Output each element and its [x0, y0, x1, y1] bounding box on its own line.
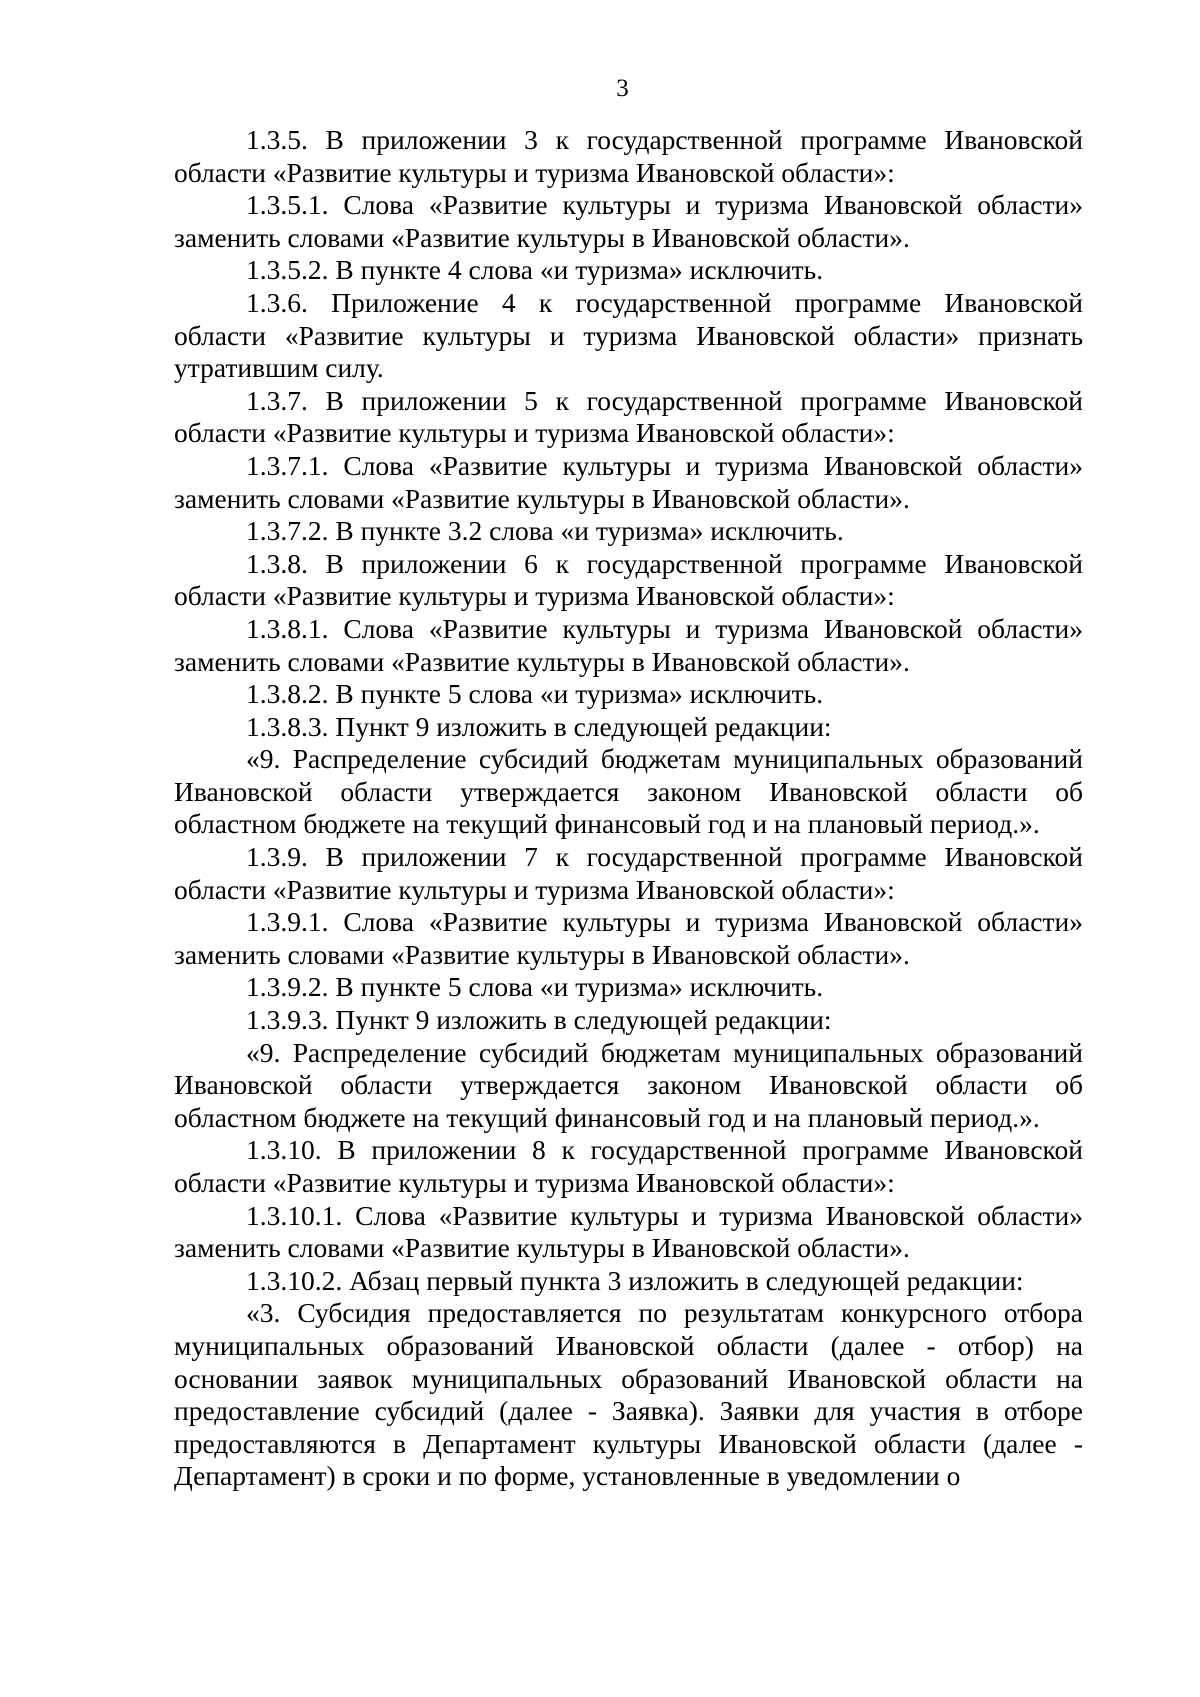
paragraph-1-3-8: 1.3.8. В приложении 6 к государственной программе Ивановской области «Развитие культуры и туризма Ивановской области»:: [174, 547, 1083, 612]
paragraph-1-3-10: 1.3.10. В приложении 8 к государственной программе Ивановской области «Развитие культуры и туризма Ивановской области»:: [174, 1134, 1083, 1198]
quoted-item-9-first: «9. Распределение субсидий бюджетам муниципальных образований Ивановской области утверждается законом Ивановской области об областном бюджете на текущий финансовый год и на плановый период.».: [174, 743, 1083, 840]
paragraph-1-3-9: 1.3.9. В приложении 7 к государственной программе Ивановской области «Развитие культуры и туризма Ивановской области»:: [174, 841, 1083, 905]
paragraph-1-3-5: 1.3.5. В приложении 3 к государственной программе Ивановской области «Развитие культуры и туризма Ивановской области»:: [174, 124, 1083, 188]
paragraph-1-3-7-1: 1.3.7.1. Слова «Развитие культуры и туризма Ивановской области» заменить словами «Развитие культуры в Ивановской области».: [174, 449, 1083, 514]
paragraph-1-3-9-1: 1.3.9.1. Слова «Развитие культуры и туризма Ивановской области» заменить словами «Развитие культуры в Ивановской области».: [174, 906, 1083, 970]
quoted-item-9-second: «9. Распределение субсидий бюджетам муниципальных образований Ивановской области утверждается законом Ивановской области об областном бюджете на текущий финансовый год и на плановый период.».: [174, 1036, 1083, 1133]
document-body: [174, 124, 1083, 1493]
paragraph-1-3-7-2: 1.3.7.2. В пункте 3.2 слова «и туризма» исключить.: [246, 515, 844, 547]
paragraph-1-3-5-1: 1.3.5.1. Слова «Развитие культуры и туризма Ивановской области» заменить словами «Развитие культуры в Ивановской области».: [174, 189, 1083, 253]
paragraph-1-3-8-3: 1.3.8.3. Пункт 9 изложить в следующей редакции:: [246, 710, 832, 742]
paragraph-1-3-10-1: 1.3.10.1. Слова «Развитие культуры и туризма Ивановской области» заменить словами «Развитие культуры в Ивановской области».: [174, 1199, 1083, 1264]
paragraph-1-3-9-3: 1.3.9.3. Пункт 9 изложить в следующей редакции:: [246, 1004, 832, 1036]
paragraph-1-3-7: 1.3.7. В приложении 5 к государственной программе Ивановской области «Развитие культуры и туризма Ивановской области»:: [174, 384, 1083, 449]
paragraph-1-3-5-2: 1.3.5.2. В пункте 4 слова «и туризма» исключить.: [246, 254, 824, 286]
paragraph-1-3-10-2: 1.3.10.2. Абзац первый пункта 3 изложить в следующей редакции:: [246, 1264, 1024, 1296]
page-number: 3: [616, 75, 629, 102]
quoted-item-3: «3. Субсидия предоставляется по результатам конкурсного отбора муниципальных образований Ивановской области (далее - отбор) на основании заявок муниципальных образований Ивановской области на предоставление субсидий (далее - Заявка). Заявки для участия в отборе предоставляются в Департамент культуры Ивановской области (далее - Департамент) в сроки и по форме, установленные в уведомлении о: [174, 1297, 1083, 1492]
paragraph-1-3-6: 1.3.6. Приложение 4 к государственной программе Ивановской области «Развитие культуры и туризма Ивановской области» признать утратившим силу.: [174, 286, 1083, 384]
paragraph-1-3-9-2: 1.3.9.2. В пункте 5 слова «и туризма» исключить.: [246, 971, 824, 1003]
paragraph-1-3-8-2: 1.3.8.2. В пункте 5 слова «и туризма» исключить.: [246, 678, 824, 710]
paragraph-1-3-8-1: 1.3.8.1. Слова «Развитие культуры и туризма Ивановской области» заменить словами «Развитие культуры в Ивановской области».: [174, 612, 1083, 677]
